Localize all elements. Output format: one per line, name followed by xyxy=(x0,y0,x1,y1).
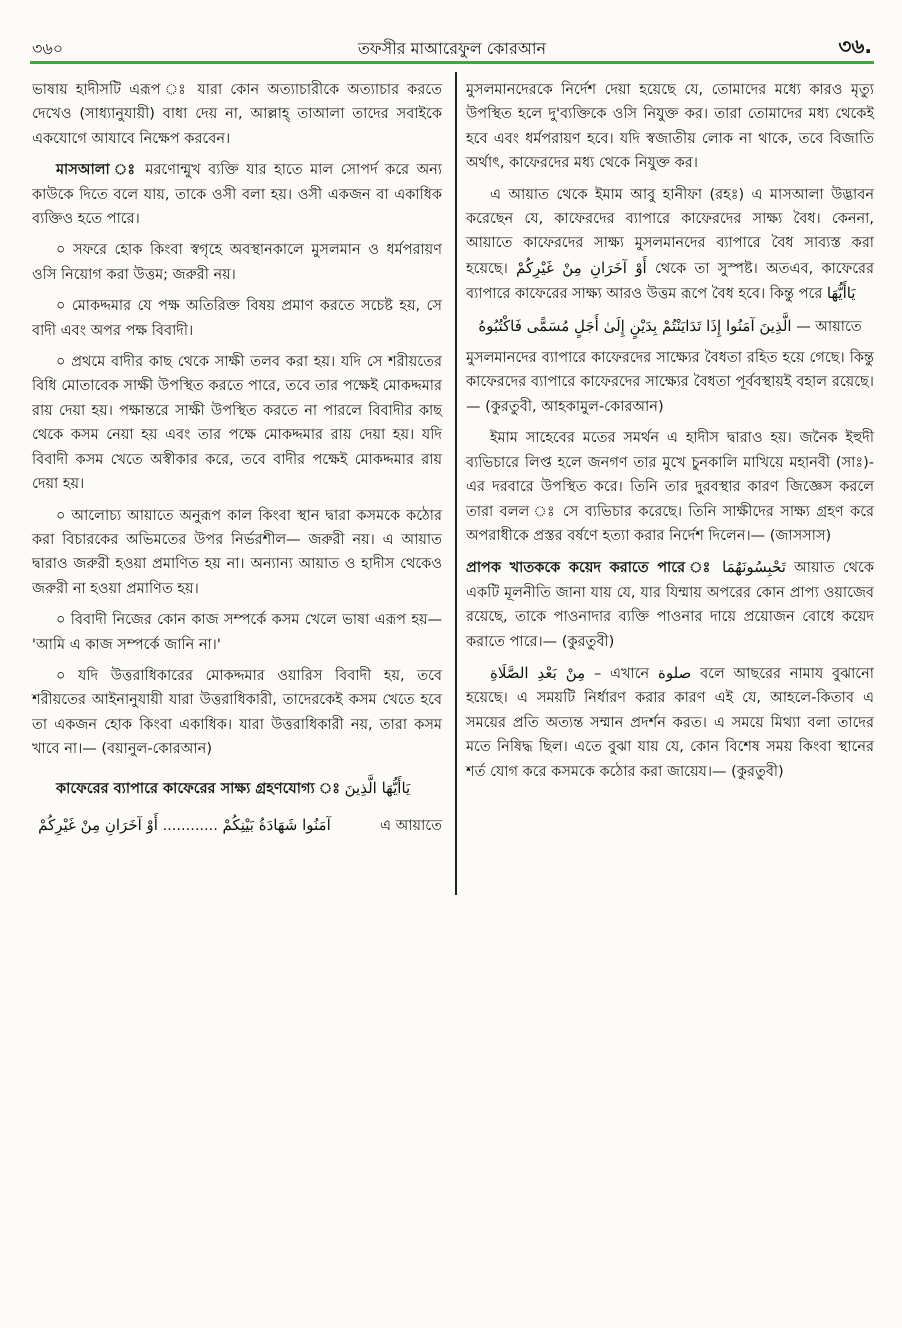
left-column xyxy=(32,78,442,845)
paragraph xyxy=(466,183,874,307)
paragraph-text: বলে আছরের নামায বুঝানো হয়েছে। এ সময়টি নির্ধারণ করার কারণ এই যে, আহলে-কিতাব এ সময়ের প্রতি অত্যন্ত সম্মান প্রদর্শন করত। এ সময়ে মিথ্যা বলা তাদের মতে নিষিদ্ধ ছিল। এতে বুঝা যায় যে, কোন বিশেষ সময় কিংবা স্থানের শর্ত যোগ করে কসমকে কঠোর করা জায়েয।— (কুরতুবী) xyxy=(466,665,874,780)
verse-line xyxy=(32,813,442,838)
page-header xyxy=(32,34,872,58)
section-heading-text: কাফেরের ব্যাপারে কাফেরের সাক্ষ্য গ্রহণযোগ্য ঃ xyxy=(56,780,341,797)
paragraph-text: আয়াত থেকে একটি মূলনীতি জানা যায় যে, যার যিম্মায় অপরের কোন প্রাপ্য ওয়াজেব রয়েছে, তাকে পাওনাদার ব্যক্তি পাওনার দায়ে প্রয়োজন বোধে কয়েদ করাতে পারে।— (কুরতুবী) xyxy=(466,560,874,650)
bullet-paragraph: ০ মোকদ্দমার যে পক্ষ অতিরিক্ত বিষয় প্রমাণ করতে সচেষ্ট হয়, সে বাদী এবং অপর পক্ষ বিবাদী। xyxy=(32,298,442,339)
arabic-verse: يَاأَيُّهَا xyxy=(826,284,856,303)
running-title: তফসীর মাআরেফুল কোরআন xyxy=(357,39,547,58)
arabic-verse: أَوْ آخَرَانِ مِنْ غَيْرِكُمْ xyxy=(516,258,647,277)
page-number-right: ৩৬. xyxy=(838,34,872,58)
verse-line xyxy=(466,314,874,339)
masala-heading: মাসআলা ঃ xyxy=(56,162,138,179)
page-number-left: ৩৬০ xyxy=(32,39,64,58)
arabic-verse: يَاأَيُّهَا الَّذِينَ xyxy=(344,778,411,797)
paragraph: ইমাম সাহেবের মতের সমর্থন এ হাদীস দ্বারাও হয়। জনৈক ইহুদী ব্যভিচারে লিপ্ত হলে জনগণ তার মুখে চুনকালি মাখিয়ে মহানবী (সাঃ)-এর দরবারে উপস্থিত করে। তিনি তার দুরবস্থার কারণ জিজ্ঞেস করলে তারা বলল ঃ সে ব্যভিচার করেছে। তিনি সাক্ষীদের সাক্ষ্য গ্রহণ করে অপরাধীকে প্রস্তর বর্ষণে হত্যা করার নির্দেশ দিলেন।— (জাসসাস) xyxy=(466,430,874,544)
bullet-paragraph: ০ প্রথমে বাদীর কাছ থেকে সাক্ষী তলব করা হয়। যদি সে শরীয়তের বিধি মোতাবেক সাক্ষী উপস্থিত করতে পারে, তবে তার পক্ষেই মোকদ্দমার রায় দেয়া হয়। পক্ষান্তরে সাক্ষী উপস্থিত করতে না পারলে বিবাদীর কাছ থেকে কসম নেয়া হয় এবং তার পক্ষে মোকদ্দমার রায় দেয়া হয়। যদি বিবাদী কসম খেতে অস্বীকার করে, তবে বাদীর পক্ষেই মোকদ্দমার রায় দেয়া হয়। xyxy=(32,354,442,493)
arabic-verse: آمَنُوا شَهَادَةُ بَيْنِكُمْ xyxy=(222,815,331,834)
header-rule xyxy=(30,61,874,64)
section-heading-text: প্রাপক খাতককে কয়েদ করাতে পারে ঃ xyxy=(466,560,714,577)
paragraph-text: – এখানে xyxy=(585,665,658,682)
section-heading xyxy=(32,776,442,801)
column-divider xyxy=(455,72,457,895)
paragraph-text: এ আয়াত থেকে ইমাম আবু হানীফা (রহঃ) এ মাসআলা উদ্ভাবন করেছেন যে, কাফেরদের ব্যাপারে কাফেরদের সাক্ষ্য বৈধ। কেননা, আয়াতে কাফেরদের সাক্ষ্য মুসলমানদের ব্যাপারে বৈধ সাব্যস্ত করা হয়েছে। xyxy=(466,186,874,277)
paragraph-text: — আয়াতে xyxy=(796,318,862,335)
arabic-verse: مِنْ بَعْدِ الصَّلَاةِ xyxy=(490,663,586,682)
paragraph-text: থেকে তা সুস্পষ্ট। অতএব, কাফেরের ব্যাপারে কাফেরের সাক্ষ্য আরও উত্তম রূপে বৈধ হবে। কিন্তু পরে xyxy=(466,260,874,303)
arabic-verse: الَّذِينَ آمَنُوا إِذَا تَدَايَنْتُمْ بِدَيْنٍ إِلَىٰ أَجَلٍ مُسَمًّى فَاكْتُبُوهُ xyxy=(478,316,792,335)
bullet-paragraph: ০ আলোচ্য আয়াতে অনুরূপ কাল কিংবা স্থান দ্বারা কসমকে কঠোর করা বিচারকের অভিমতের উপর নির্ভরশীল— জরুরী নয়। এ আয়াত দ্বারাও জরুরী হওয়া প্রমাণিত হয় না। অন্যান্য আয়াত ও হাদীস থেকেও জরুরী না হওয়া প্রমাণিত হয়। xyxy=(32,507,442,597)
ellipsis: ............ xyxy=(162,817,218,834)
bullet-paragraph: ০ যদি উত্তরাধিকারের মোকদ্দমার ওয়ারিস বিবাদী হয়, তবে শরীয়তের আইনানুযায়ী যারা উত্তরাধিকারী, তাদেরকেই কসম খেতে হবে তা একজন হোক কিংবা একাধিক। যারা উত্তরাধিকারী নয়, তারা কসম খাবে না।— (বয়ানুল-কোরআন) xyxy=(32,667,442,758)
paragraph-text: মরণোন্মুখ ব্যক্তি যার হাতে মাল সোপর্দ করে অন্য কাউকে দিতে বলে যায়, তাকে ওসী বলা হয়। ওসী একজন বা একাধিক ব্যক্তিও হতে পারে। xyxy=(32,162,442,228)
bullet-paragraph: ০ বিবাদী নিজের কোন কাজ সম্পর্কে কসম খেলে ভাষা এরূপ হয়— 'আমি এ কাজ সম্পর্কে জানি না।' xyxy=(32,612,442,653)
arabic-verse: تَحْبِسُونَهُمَا xyxy=(722,558,786,577)
paragraph-text: এ আয়াতে xyxy=(379,817,442,834)
paragraph: মুসলমানদেরকে নির্দেশ দেয়া হয়েছে যে, তোমাদের মধ্যে কারও মৃত্যু উপস্থিত হলে দু'ব্যক্তিকে ওসি নিযুক্ত কর। তারা তোমাদের মধ্য থেকেই হবে এবং ধর্মপরায়ণ হবে। যদি স্বজাতীয় লোক না থাকে, তবে বিজাতি অর্থাৎ, কাফেরদের মধ্য থেকে নিযুক্ত কর। xyxy=(466,82,874,172)
paragraph: মুসলমানদের ব্যাপারে কাফেরদের সাক্ষ্যের বৈধতা রহিত হয়ে গেছে। কিন্তু কাফেরদের ব্যাপারে কাফেরদের সাক্ষ্যের বৈধতা পূর্ববস্থায়ই বহাল রয়েছে।— (কুরতুবী, আহকামুল-কোরআন) xyxy=(466,350,874,415)
paragraph: ভাষায় হাদীসটি এরূপ ঃ যারা কোন অত্যাচারীকে অত্যাচার করতে দেখেও (সাধ্যানুযায়ী) বাধা দেয় না, আল্লাহ্ তাআলা তাদের সবাইকে একযোগে আযাবে নিক্ষেপ করবেন। xyxy=(32,82,442,147)
arabic-verse: صلوة xyxy=(657,663,692,682)
paragraph xyxy=(466,555,874,654)
right-column xyxy=(466,78,874,791)
paragraph xyxy=(32,158,442,231)
bullet-paragraph: ০ সফরে হোক কিংবা স্বগৃহে অবস্থানকালে মুসলমান ও ধর্মপরায়ণ ওসি নিয়োগ করা উত্তম; জরুরী নয়। xyxy=(32,242,442,283)
arabic-verse: أَوْ آخَرَانِ مِنْ غَيْرِكُمْ xyxy=(38,815,158,834)
paragraph xyxy=(466,661,874,784)
